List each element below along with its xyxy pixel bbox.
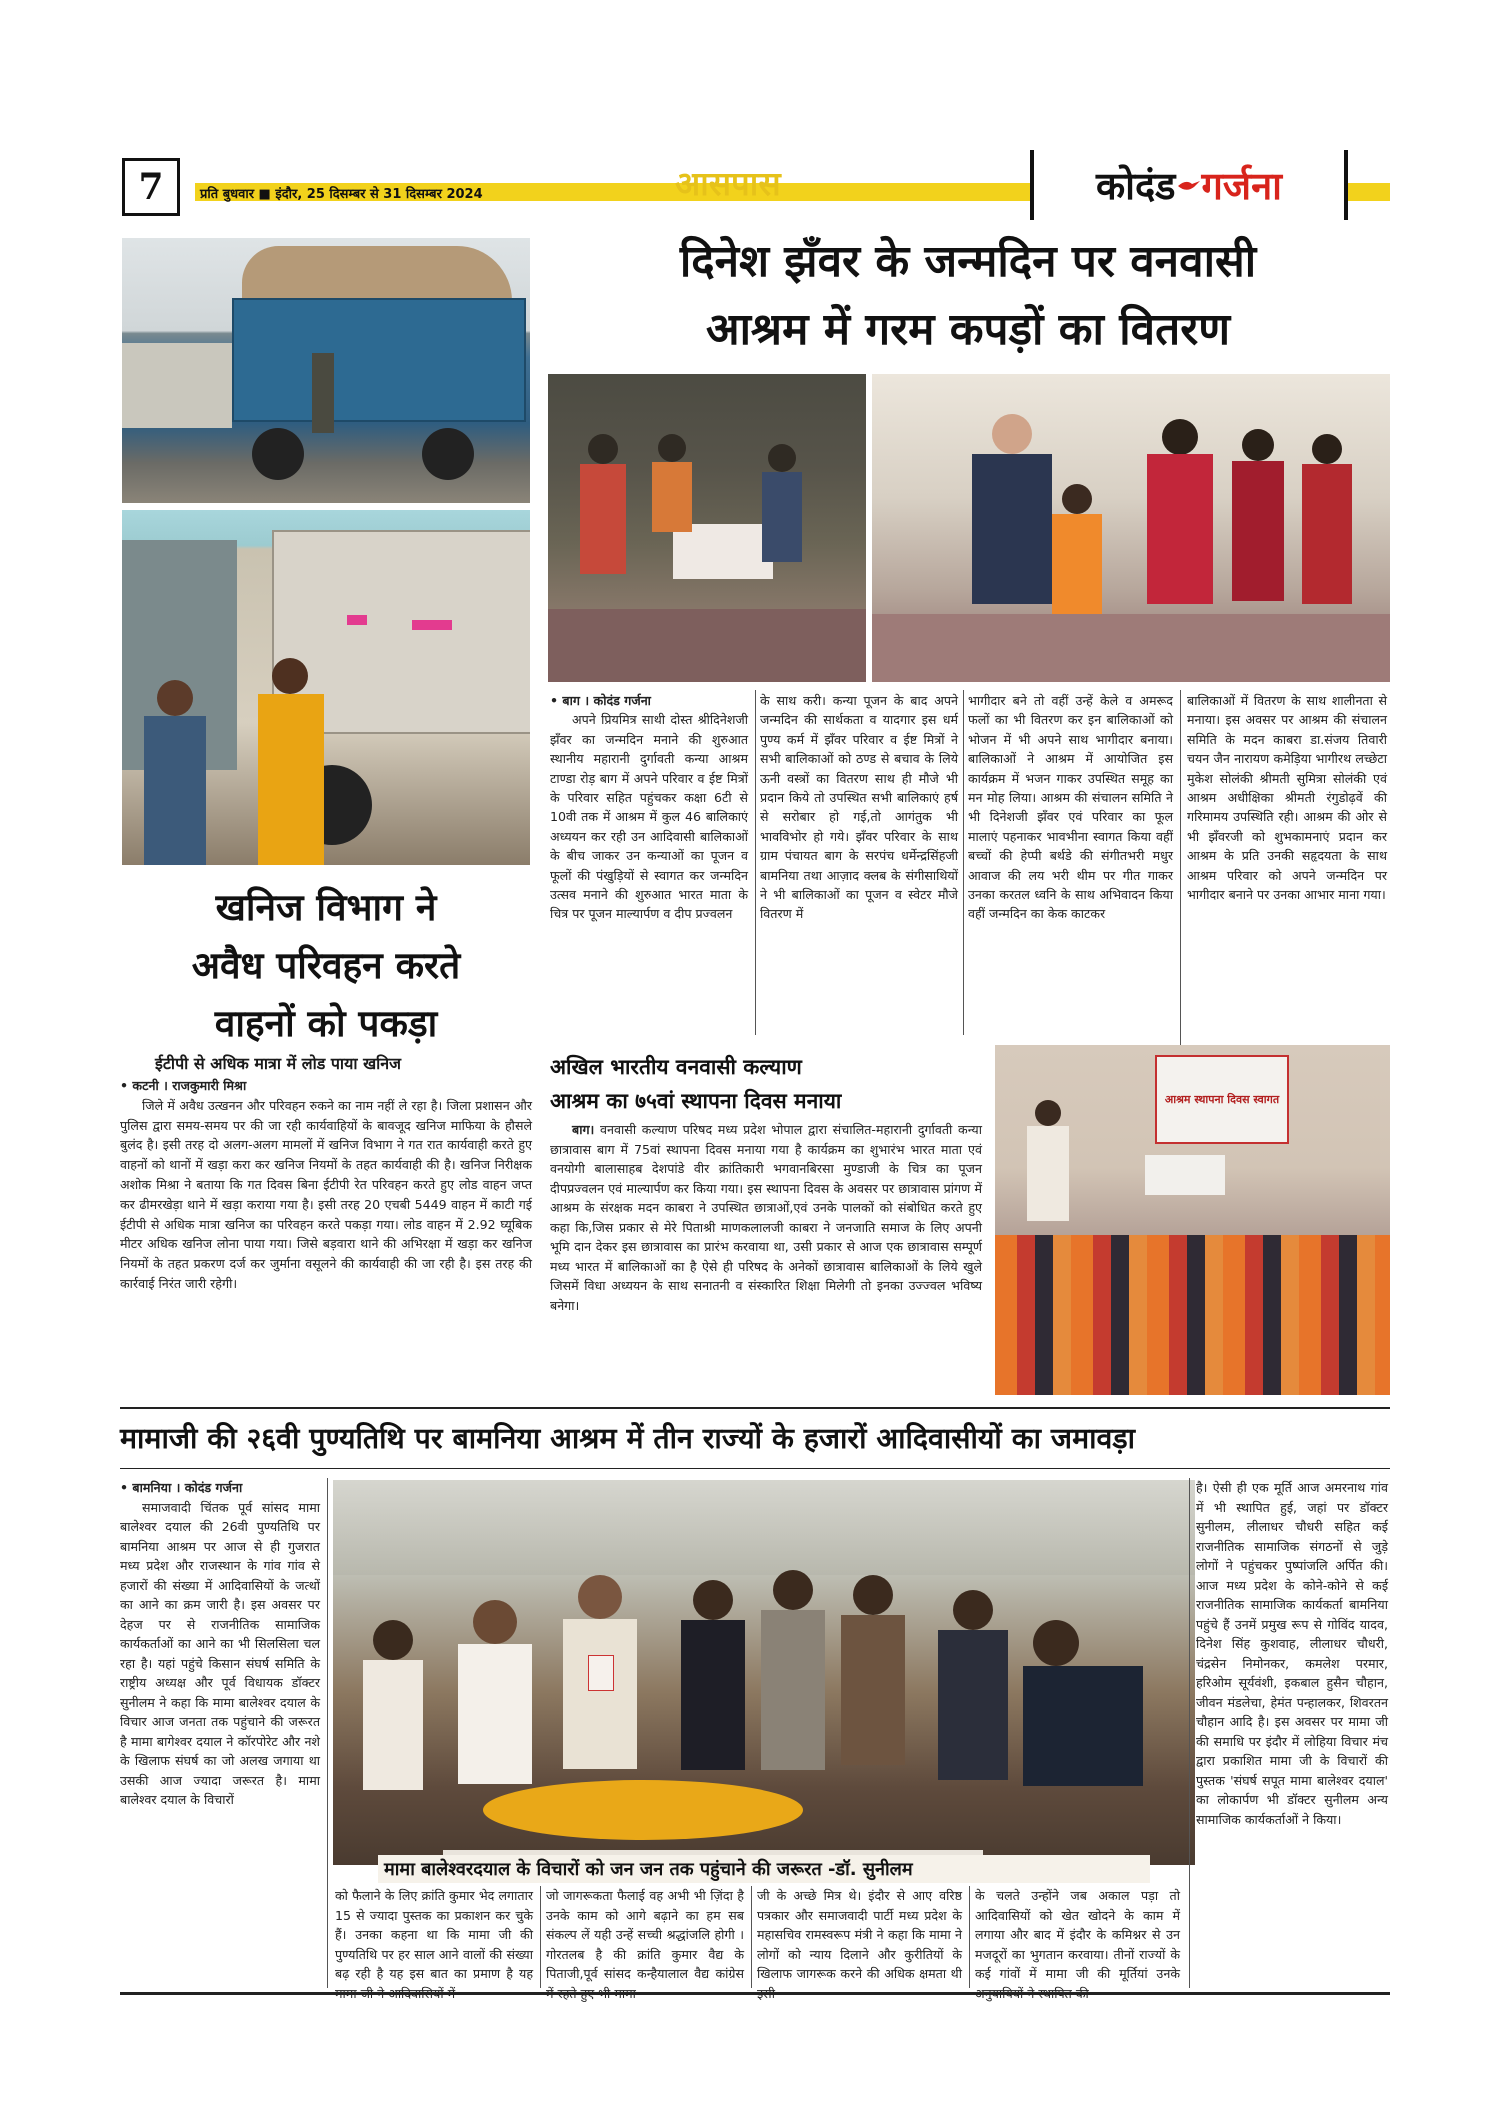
story3-headline-line1: अखिल भारतीय वनवासी कल्याण bbox=[550, 1054, 802, 1079]
divider bbox=[327, 1478, 328, 1988]
page-number-box bbox=[122, 158, 180, 216]
story1-col3 bbox=[968, 691, 1173, 924]
story3-body-text: वनवासी कल्याण परिषद मध्य प्रदेश भोपाल द्वारा संचालित-महारानी दुर्गावती कन्या छात्रावास बाग में 75वां स्थापना दिवस मनाया गया है कार्यक्रम का शुभारंभ भारत माता एवं वनयोगी बालासाहब देशपांडे वीर क्रांतिकारी भगवानबिरसा मुण्डाजी के चित्र का पूजन दीपप्रज्वलन एवं माल्यार्पण कर किया गया। इस स्थापना दिवस के अवसर पर छात्रावास प्रांगण में आश्रम के संरक्षक मदन काबरा ने उपस्थित छात्राओं,एवं उनके पालकों को संबोधित करते हुए कहा कि,जिस प्रकार से मेरे पिताश्री माणकलालजी काबरा ने जनजाति समाज के लिए अपनी भूमि दान देकर इस छात्रावास का प्रारंभ करवाया था, उसी प्रकार से आज एक छात्रावास सम्पूर्ण मध्य भारत में बालिकाओं का है ऐसे ही परिषद के अनेकों छात्रावास बालिकाओं के लिये खुले जिसमें विधा अध्ययन के साथ सनातनी व संस्कारित शिक्षा मिलेगी तो इनका उज्ज्वल भविष्य बनेगा। bbox=[550, 1122, 982, 1313]
story4-col6-text: है। ऐसी ही एक मूर्ति आज अमरनाथ गांव में भी स्थापित हुई, जहां पर डॉक्टर सुनीलम, लीलाधर चौधरी सहित कई राजनीतिक सामाजिक संगठनों से जुड़े लोगों ने पहुंचकर पुष्पांजलि अर्पित की। आज मध्य प्रदेश के कोने-कोने से कई राजनीतिक सामाजिक कार्यकर्ता बामनिया पहुंचे हैं उनमें प्रमुख रूप से गोविंद यादव, दिनेश सिंह कुशवाह, लीलाधर चौधरी, चंद्रसेन निमोनकर, कमलेश परमार, हरिओम सूर्यवंशी, इकबाल हुसैन चौहान, जीवन मंडलेचा, हेमंत पन्हालकर, शिवरतन चौहान आदि है। इस अवसर पर मामा जी की समाधि पर इंदौर में लोहिया विचार मंच द्वारा प्रकाशित मामा जी के विचारों की पुस्तक 'संघर्ष सपूत मामा बालेश्वर दयाल' का लोकार्पण भी डॉक्टर सुनीलम अन्य सामाजिक कार्यकर्ताओं ने किया। bbox=[1196, 1480, 1388, 1827]
story2-headline-line2: अवैध परिवहन करते bbox=[191, 943, 461, 987]
story1-col4 bbox=[1187, 691, 1387, 904]
logo-part1: कोदंड bbox=[1095, 163, 1176, 208]
story2-headline bbox=[120, 878, 532, 1052]
logo-part2: गर्जना bbox=[1201, 163, 1283, 208]
divider bbox=[120, 1468, 1390, 1469]
divider bbox=[1180, 690, 1181, 1045]
story2-subhead: ईटीपी से अधिक मात्रा में लोड पाया खनिज bbox=[155, 1054, 402, 1073]
story4-col4-text: जी के अच्छे मित्र थे। इंदौर से आए वरिष्ठ पत्रकार और समाजवादी पार्टी मध्य प्रदेश के महासचिव रामस्वरूप मंत्री ने कहा कि मामा ने लोगों को न्याय दिलाने और कुरीतियों के खिलाफ जागरूक करने की अधिक क्षमता थी bbox=[757, 1888, 962, 1981]
story3-headline-line2: आश्रम का ७५वां स्थापना दिवस मनाया bbox=[550, 1088, 842, 1113]
story4-col5-text: के चलते उन्होंने जब अकाल पड़ा तो आदिवासियों को खेत खोदने के काम में लगाया और बाद में इंदौर के कमिश्नर से उन मजदूरों का भुगतान करवाया। तीनों राज्यों के कई गांवों में मामा जी की मूर्तियां उनके bbox=[975, 1888, 1180, 1981]
story3-headline bbox=[550, 1050, 990, 1118]
divider bbox=[120, 1992, 1390, 1995]
story1-dateline: • बाग । कोदंड गर्जना bbox=[550, 693, 651, 708]
photo-dump-truck bbox=[122, 238, 530, 503]
photo-caption: मामा बालेश्वरदयाल के विचारों को जन जन तक पहुंचाने की जरूरत -डॉ. सुनीलम bbox=[378, 1855, 1150, 1883]
story4-col1 bbox=[120, 1478, 320, 1810]
divider bbox=[1189, 1478, 1190, 1988]
story2-headline-line3: वाहनों को पकड़ा bbox=[214, 1001, 438, 1045]
story3-body bbox=[550, 1120, 982, 1315]
story4-col3-text: जो जागरूकता फैलाई वह अभी भी ज़िंदा है उनके काम को आगे बढ़ाने का हम सब संकल्प लें यही उन्हें सच्ची श्रद्धांजलि होगी । गोरतलब है की क्रांति कुमार वैद्य के पिताजी,पूर्व सांसद कन्हैयालाल वैद्य कांग्रेस bbox=[546, 1888, 744, 1981]
photo-ashram-function bbox=[995, 1045, 1390, 1395]
story2-headline-line1: खनिज विभाग ने bbox=[215, 885, 437, 929]
photo-book-release-crowd bbox=[333, 1480, 1195, 1865]
story4-col2 bbox=[335, 1886, 533, 2003]
story4-col2-text: को फैलाने के लिए क्रांति कुमार भेद लगातार 15 से ज्यादा पुस्तक का प्रकाशन कर चुके हैं। उनका कहना था कि मामा जी की पुण्यतिथि पर हर साल आने वालों की संख्या बढ़ रही है यह इस बात का प्रमाण है यह bbox=[335, 1888, 533, 1981]
story1-col2 bbox=[760, 691, 958, 924]
story1-col1-text: अपने प्रियमित्र साथी दोस्त श्रीदिनेशजी झँवर का जन्मदिन मनाने की शुरुआत स्थानीय महारानी दुर्गावती कन्या आश्रम टाण्डा रोड़ बाग में अपने परिवार व ईष्ट मित्रों के परिवार सहित पहुंचकर कक्षा 6टी से 10वी तक में आश्रम में कुल 46 बालिकाएं अध्ययन कर रही उन आदिवासी बालिकाओं के बीच जाकर उन कन्याओं का पूजन व फूलों की पंखुड़ियों से स्वागत कर जन्मदिन उत्सव मनाने की शुरुआत भारत माता के चित्र पर पूजन माल्यार्पण व दीप प्रज्वलन bbox=[550, 712, 748, 922]
section-label: आसपास bbox=[675, 164, 781, 203]
page-number: 7 bbox=[138, 166, 164, 208]
photo-clothes-distribution bbox=[872, 374, 1390, 682]
story4-col6 bbox=[1196, 1478, 1388, 1829]
story1-col2-text: के साथ करी। कन्या पूजन के बाद अपने जन्मदिन की सार्थकता व यादगार इस धर्म पुण्य कर्म में झँवर परिवार व ईष्ट मित्रों ने सभी बालिकाओं को ठण्ड से बचाव के लिये ऊनी वस्त्रों का वितरण साथ ही मौजे भी प्रदान किये तो उपस्थित सभी बालिकाएं हर्ष से सरोबार हो गई,तो आगंतुक भी भावविभोर हो गये। झँवर परिवार के साथ ग्राम पंचायत बाग के सरपंच धर्मेन्द्रसिंहजी बामनिया तथा आज़ाद क्लब के संगीसाथियों ने भी बालिकाओं का पूजन व स्वेटर मौजे वितरण में bbox=[760, 693, 958, 922]
divider bbox=[755, 690, 756, 1035]
story4-col5 bbox=[975, 1886, 1180, 2003]
masthead-logo bbox=[1030, 150, 1348, 220]
logo-bird-icon bbox=[1178, 178, 1200, 192]
divider bbox=[969, 1886, 970, 1988]
story1-col4-text: बालिकाओं में वितरण के साथ शालीनता से मनाया। इस अवसर पर आश्रम की संचालन समिति के मदन काबरा डा.संजय तिवारी चयन जैन नारायण कमेड़िया भागीरथ लच्छेटा मुकेश सोलंकी श्रीमती सुमित्रा सोलंकी एवं आश्रम अधीक्षिका श्रीमती रंगुडोढ़वें की गरिमामय उपस्थिति रही। आश्रम की ओर से भी झँवरजी को शुभकामनाएं प्रदान कर आश्रम के प्रति उनकी सहृदयता के साथ आश्रम परिवार को अपने जन्मदिन पर भागीदार बनाने पर उनका आभार माना गया। bbox=[1187, 693, 1387, 903]
divider bbox=[120, 1407, 1390, 1409]
story4-col4 bbox=[757, 1886, 962, 2003]
story1-col3-text: भागीदार बने तो वहीं उन्हें केले व अमरूद फलों का भी वितरण कर इन बालिकाओं को भोजन में भी अपने साथ भागीदार बनाया। बालिकाओं ने आश्रम में आयोजित इस कार्यक्रम में भजन गाकर उपस्थित समूह का मन मोह लिया। आश्रम की संचालन समिति ने भी दिनेशजी झँवर एवं परिवार का फूल मालाएं पहनाकर भावभीना स्वागत किया वहीं बच्चों की हेप्पी बर्थडे की संगीतभरी मधुर आवाज की लय भरी थीम पर गीत गाकर उनका करतल ध्वनि के साथ अभिवादन किया वहीं जन्मदिन का केक काटकर bbox=[968, 693, 1173, 922]
story4-dateline: • बामनिया । कोदंड गर्जना bbox=[120, 1480, 243, 1495]
story1-headline bbox=[548, 228, 1388, 364]
story1-headline-line1: दिनेश झँवर के जन्मदिन पर वनवासी bbox=[679, 236, 1257, 287]
story4-col1-text: समाजवादी चिंतक पूर्व सांसद मामा बालेश्वर दयाल की 26वी पुण्यतिथि पर बामनिया आश्रम पर आज से ही गुजरात मध्य प्रदेश और राजस्थान के गांव गांव से हजारों की संख्या में आदिवासियों के जत्थों का आने का क्रम जारी है। इस अवसर पर देहज पर से राजनीतिक सामाजिक कार्यकर्ताओं का आने का भी सिलसिला चल रहा है। यहां पहुंचे किसान संघर्ष समिति के राष्ट्रीय अध्यक्ष और पूर्व विधायक डॉक्टर सुनीलम ने कहा कि मामा बालेश्वर दयाल के विचार आज जनता तक पहुंचाने की जरूरत है मामा बागेश्वर दयाल ने कॉरपोरेट और नशे के खिलाफ संघर्ष का जो अलख जगाया था उसकी आज ज्यादा जरूरत है। मामा बालेश्वर दयाल के विचारों bbox=[120, 1499, 320, 1807]
story4-headline: मामाजी की २६वी पुण्यतिथि पर बामनिया आश्रम में तीन राज्यों के हजारों आदिवासीयों का जमावड़ा bbox=[120, 1421, 1135, 1455]
story1-headline-line2: आश्रम में गरम कपड़ों का वितरण bbox=[705, 304, 1231, 355]
story2-body-text: जिले में अवैध उत्खनन और परिवहन रुकने का नाम नहीं ले रहा है। जिला प्रशासन और पुलिस द्वारा समय-समय पर की जा रही कार्यवाहियों के बावजूद खनिज माफिया के हौसले बुलंद है। इसी तरह दो अलग-अलग मामलों में खनिज विभाग ने गत रात कार्यवाही करते हुए वाहनों को थानों में खड़ा करा कर खनिज नियमों के तहत कार्यवाही की है। खनिज निरीक्षक अशोक मिश्रा ने बताया कि गत दिवस बिना ईटीपी रेत परिवहन करते हुए लोड वाहन जप्त कर ढीमरखेड़ा थाने में खड़ा कराया गया है। इसी तरह 20 एचबी 5449 वाहन में काटी गई ईटीपी से अधिक मात्रा खनिज का परिवहन करते पकड़ा गया। लोड वाहन में 2.92 घ्यूबिक मीटर अधिक खनिज लोना पाया गया। जिसे बड़वारा थाने की अभिरक्षा में खड़ा कर खनिज नियमों के तहत प्रकरण दर्ज कर जुर्माना वसूलने की कार्यवाही की जा रही है। इस तरह की कार्रवाई निरंत जारी रहेगी। bbox=[120, 1097, 532, 1291]
divider bbox=[963, 690, 964, 1035]
photo-men-and-truck bbox=[122, 510, 530, 865]
story4-col3 bbox=[546, 1886, 744, 2003]
story2-dateline: • कटनी । राजकुमारी मिश्रा bbox=[120, 1078, 247, 1093]
story2-body bbox=[120, 1076, 532, 1294]
ashram-banner-text: आश्रम स्थापना दिवस स्वागत bbox=[1164, 1093, 1280, 1106]
divider bbox=[540, 1886, 541, 1988]
story3-dateline: बाग। bbox=[572, 1122, 595, 1137]
photo-cake-cutting bbox=[548, 374, 866, 682]
date-line: प्रति बुधवार ■ इंदौर, 25 दिसम्बर से 31 दिसम्बर 2024 bbox=[200, 187, 483, 202]
story1-col1 bbox=[550, 691, 748, 924]
divider bbox=[751, 1886, 752, 1988]
